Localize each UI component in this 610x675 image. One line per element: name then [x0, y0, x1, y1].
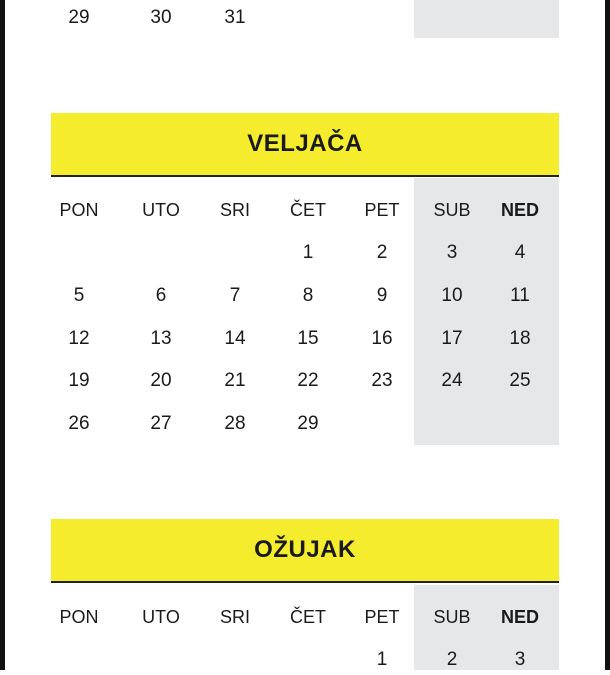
day-cell: 25: [509, 370, 531, 391]
weekday-label: PON: [59, 200, 99, 220]
weekday-label: NED: [500, 200, 539, 220]
day-cell: 2: [376, 242, 388, 263]
weekday-header-march: [40, 602, 560, 632]
day-cell: 18: [509, 328, 531, 349]
weekday-label: ČET: [290, 607, 326, 627]
day-cell: 15: [297, 328, 319, 349]
week-row: [40, 281, 560, 311]
day-cell: 17: [441, 328, 463, 349]
day-cell: 10: [441, 285, 463, 306]
weekday-label: PET: [364, 200, 400, 220]
weekday-label: NED: [500, 607, 539, 627]
day-cell: 16: [371, 328, 393, 349]
day-cell: 13: [150, 328, 172, 349]
week-row: [40, 409, 560, 439]
day-cell: 23: [371, 370, 393, 391]
day-cell: 5: [73, 285, 85, 306]
weekday-label: SRI: [219, 607, 250, 627]
day-cell: 29: [68, 7, 90, 28]
weekday-label: UTO: [142, 200, 180, 220]
weekday-label: PON: [59, 607, 99, 627]
day-cell: 9: [376, 285, 388, 306]
day-cell: 21: [224, 370, 246, 391]
january-last-week: [40, 3, 560, 33]
day-cell: 22: [297, 370, 319, 391]
month-banner-february: VELJAČA: [51, 113, 559, 177]
day-cell: 31: [224, 7, 246, 28]
day-cell: 24: [441, 370, 463, 391]
weekday-label: UTO: [142, 607, 180, 627]
day-cell: 12: [68, 328, 90, 349]
week-row: [40, 324, 560, 354]
day-cell: 14: [224, 328, 246, 349]
day-cell: 4: [514, 242, 526, 263]
week-row: [40, 366, 560, 396]
day-cell: 1: [302, 242, 314, 263]
day-cell: 3: [446, 242, 458, 263]
day-cell: 3: [514, 649, 526, 670]
day-cell: 8: [302, 285, 314, 306]
day-cell: 26: [68, 413, 90, 434]
weekday-label: ČET: [290, 200, 326, 220]
day-cell: 19: [68, 370, 90, 391]
day-cell: 2: [446, 649, 458, 670]
day-cell: 30: [150, 7, 172, 28]
weekday-label: SRI: [219, 200, 250, 220]
day-cell: 6: [155, 285, 167, 306]
week-row: [40, 645, 560, 675]
weekday-header-february: [40, 195, 560, 225]
month-banner-march: OŽUJAK: [51, 519, 559, 583]
day-cell: 11: [510, 285, 530, 306]
day-cell: 27: [150, 413, 172, 434]
day-cell: 29: [297, 413, 319, 434]
weekday-label: PET: [364, 607, 400, 627]
week-row: [40, 238, 560, 268]
weekday-label: SUB: [433, 607, 471, 627]
day-cell: 1: [376, 649, 388, 670]
day-cell: 7: [229, 285, 241, 306]
day-cell: 20: [150, 370, 172, 391]
day-cell: 28: [224, 413, 246, 434]
weekday-label: SUB: [433, 200, 471, 220]
